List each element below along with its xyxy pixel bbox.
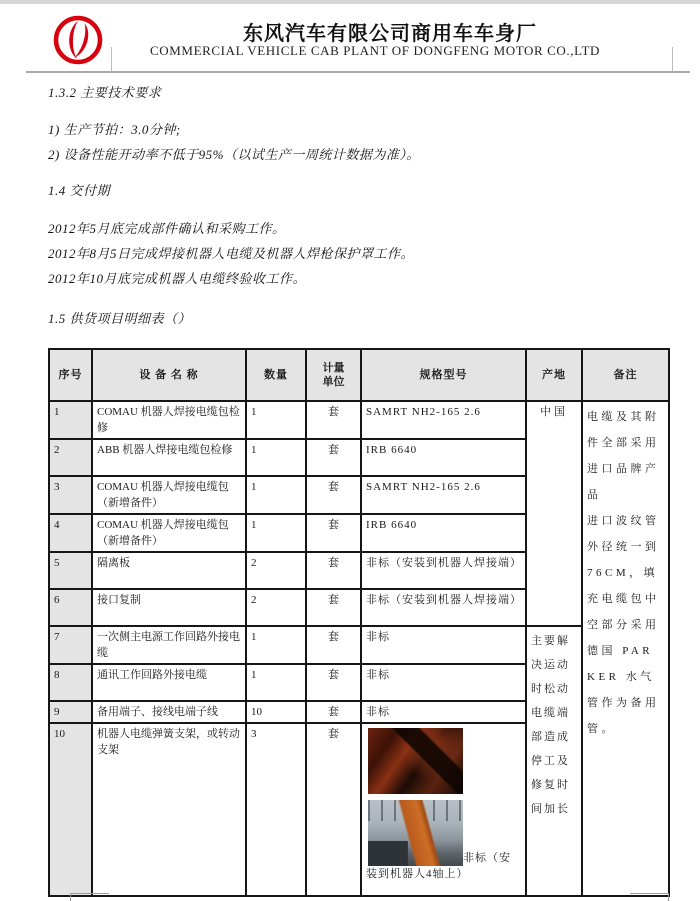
cell-no: 7: [49, 626, 92, 664]
supply-items-table: [48, 348, 670, 897]
cell-no: 6: [49, 589, 92, 626]
cell-no: 5: [49, 552, 92, 589]
cell-qty: 2: [246, 589, 306, 626]
robot-cable-closeup-photo: [368, 728, 463, 794]
cell-unit: 套: [306, 552, 361, 589]
cell-spec: IRB 6640: [361, 514, 526, 552]
cell-no: 2: [49, 439, 92, 476]
cell-unit: 套: [306, 723, 361, 896]
delivery-milestone-2: 2012年8月5日完成焊接机器人电缆及机器人焊枪保护罩工作。: [48, 246, 415, 261]
cell-spec: 非标: [361, 626, 526, 664]
cell-name: 机器人电缆弹簧支架，或转动支架: [92, 723, 246, 896]
cell-spec: SAMRT NH2-165 2.6: [361, 401, 526, 439]
tech-requirement-1: 1) 生产节拍：3.0分钟;: [48, 122, 181, 137]
col-header-origin: 产地: [526, 349, 582, 401]
row10-spec-caption: 非标（安装到机器人4轴上）: [366, 852, 511, 880]
cell-unit: 套: [306, 476, 361, 514]
cell-qty: 1: [246, 664, 306, 701]
company-title-cn: 东风汽车有限公司商用车车身厂: [243, 21, 537, 45]
origin-note-cell: 主要解决运动时松动电缆端部造成停工及修复时间加长: [526, 626, 582, 896]
origin-china-cell: 中国: [526, 401, 582, 626]
cell-name: 隔离板: [92, 552, 246, 589]
cell-name: 接口复制: [92, 589, 246, 626]
cell-no: 1: [49, 401, 92, 439]
col-header-remark: 备注: [582, 349, 669, 401]
col-header-name: 设 备 名 称: [92, 349, 246, 401]
cell-name: COMAU 机器人焊接电缆包（新增备件）: [92, 476, 246, 514]
cell-spec: 非标: [361, 664, 526, 701]
delivery-milestone-1: 2012年5月底完成部件确认和采购工作。: [48, 221, 286, 236]
cell-unit: 套: [306, 401, 361, 439]
cell-unit: 套: [306, 514, 361, 552]
table-row: [49, 401, 669, 439]
cell-name: 备用端子、接线电端子线: [92, 701, 246, 723]
header-boundary-right: [672, 47, 673, 71]
remark-cell: [582, 401, 669, 896]
col-header-spec: 规格型号: [361, 349, 526, 401]
col-header-qty: 数量: [246, 349, 306, 401]
header-divider: [26, 71, 690, 73]
cell-spec: IRB 6640: [361, 439, 526, 476]
cell-qty: 2: [246, 552, 306, 589]
page-top-edge: [0, 0, 700, 4]
cell-spec: 非标: [361, 701, 526, 723]
tech-requirement-2: 2) 设备性能开动率不低于95%（以试生产一周统计数据为准）。: [48, 147, 420, 162]
cell-qty: 1: [246, 476, 306, 514]
section-132-heading: 1.3.2 主要技术要求: [48, 85, 162, 100]
remark-line-2: 进口波纹管外径统一到76CM，填充电缆包中空部分采用德国 PARKER 水气管作为备用管。: [587, 515, 660, 735]
cell-no: 3: [49, 476, 92, 514]
cell-no: 8: [49, 664, 92, 701]
cell-qty: 1: [246, 401, 306, 439]
cell-no: 9: [49, 701, 92, 723]
cell-unit: 套: [306, 626, 361, 664]
cell-qty: 1: [246, 514, 306, 552]
table-header-row: [49, 349, 669, 401]
section-14-heading: 1.4 交付期: [48, 183, 111, 198]
cell-unit: 套: [306, 701, 361, 723]
cell-qty: 3: [246, 723, 306, 896]
company-title-en: COMMERCIAL VEHICLE CAB PLANT OF DONGFENG MOTOR CO.,LTD: [150, 43, 600, 58]
cell-qty: 1: [246, 626, 306, 664]
cell-name: COMAU 机器人焊接电缆包检修: [92, 401, 246, 439]
cell-unit: 套: [306, 439, 361, 476]
cell-unit: 套: [306, 664, 361, 701]
remark-line-1: 电缆及其附件全部采用进口品牌产品: [587, 411, 660, 501]
cell-spec: SAMRT NH2-165 2.6: [361, 476, 526, 514]
col-header-no: 序号: [49, 349, 92, 401]
cell-name: 通讯工作回路外接电缆: [92, 664, 246, 701]
robot-arm-factory-photo: [368, 800, 463, 866]
header-boundary-left: [111, 47, 112, 71]
cell-name: ABB 机器人焊接电缆包检修: [92, 439, 246, 476]
cell-spec: 非标（安装到机器人焊接端）: [361, 552, 526, 589]
cell-qty: 10: [246, 701, 306, 723]
col-header-unit: 计量单位: [306, 349, 361, 401]
cell-qty: 1: [246, 439, 306, 476]
section-15-heading: 1.5 供货项目明细表（）: [48, 311, 192, 326]
delivery-milestone-3: 2012年10月底完成机器人电缆终验收工作。: [48, 271, 307, 286]
cell-name: 一次侧主电源工作回路外接电缆: [92, 626, 246, 664]
cell-name: COMAU 机器人焊接电缆包（新增备件）: [92, 514, 246, 552]
cell-spec-photos: [361, 723, 526, 896]
cell-no: 4: [49, 514, 92, 552]
cell-unit: 套: [306, 589, 361, 626]
cell-no: 10: [49, 723, 92, 896]
cell-spec: 非标（安装到机器人焊接端）: [361, 589, 526, 626]
table-row: [49, 626, 669, 664]
